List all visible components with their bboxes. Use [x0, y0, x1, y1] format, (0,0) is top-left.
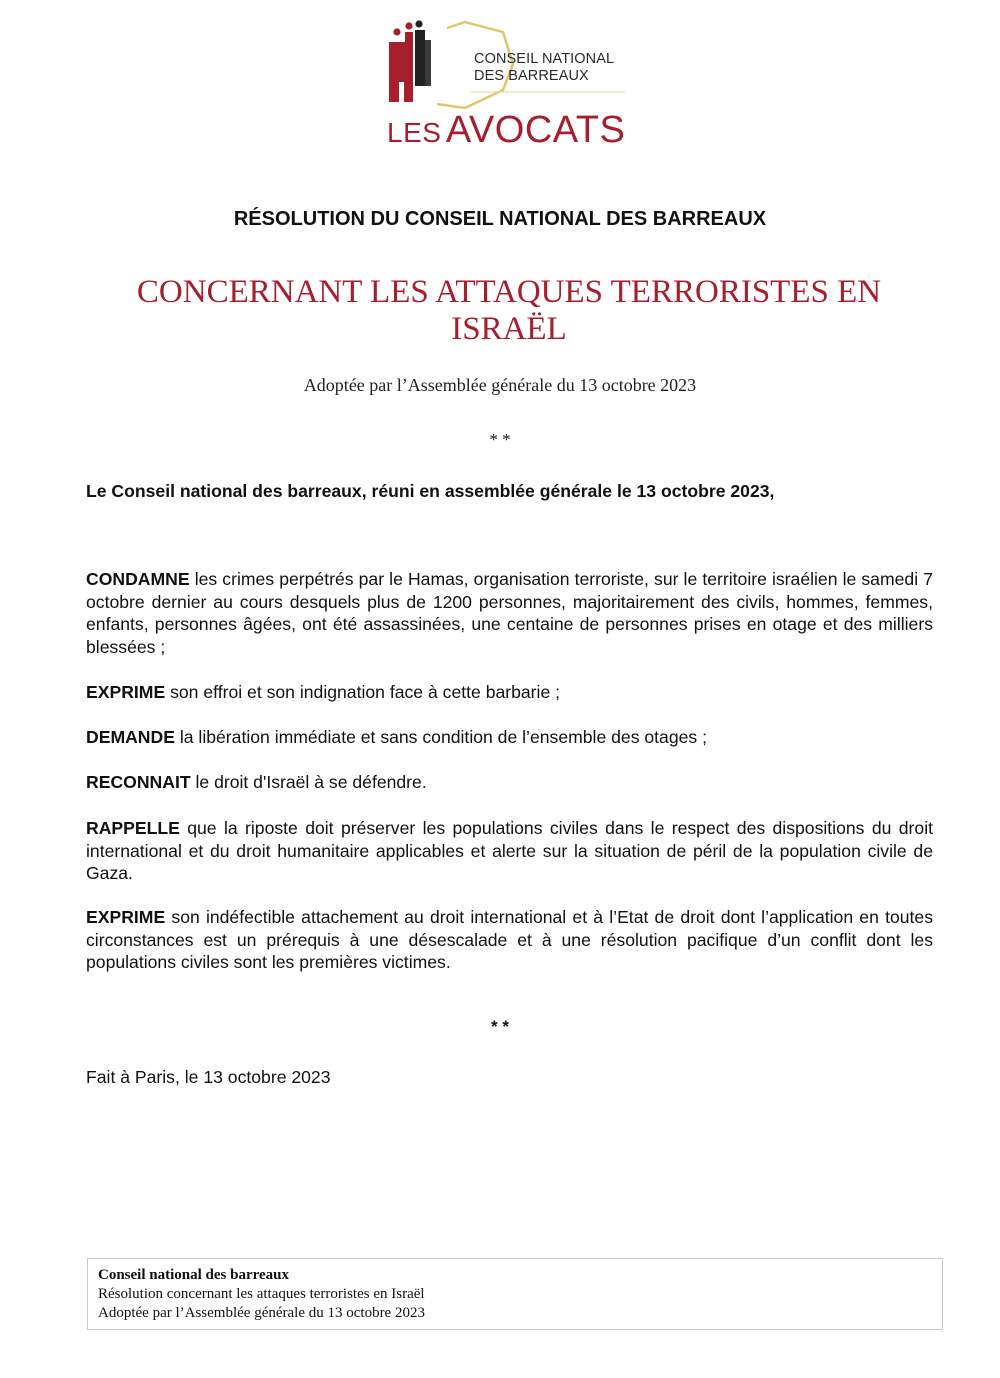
- resolution-verb: RAPPELLE: [86, 818, 180, 838]
- logo-wordmark: [387, 109, 625, 152]
- logo-org-line1: CONSEIL NATIONAL: [474, 51, 615, 67]
- resolution-text: les crimes perpétrés par le Hamas, organisation terroriste, sur le territoire israélien le samedi 7 octobre dernier au cours desquels plus de 1200 personnes, majoritairement des civils, hommes, femmes, enfants, personnes âgées, ont été assassinées, une centaine de personnes prises en otage et des milliers blessées ;: [86, 569, 933, 657]
- signature-line: Fait à Paris, le 13 octobre 2023: [86, 1067, 331, 1087]
- logo-les: LES: [387, 117, 442, 148]
- logo-avocats: AVOCATS: [445, 109, 626, 151]
- resolution-paragraph: [86, 817, 933, 885]
- page-title: RÉSOLUTION DU CONSEIL NATIONAL DES BARREAUX: [233, 208, 767, 230]
- resolution-text: le droit d'Israël à se défendre.: [190, 772, 427, 792]
- resolution-paragraph: [86, 771, 933, 794]
- resolution-subtitle: CONCERNANT LES ATTAQUES TERRORISTES EN ISRAËL: [136, 274, 882, 347]
- separator-top: * *: [489, 430, 511, 449]
- resolution-verb: EXPRIME: [86, 682, 166, 702]
- resolution-text: son effroi et son indignation face à cette barbarie ;: [165, 682, 561, 702]
- cnb-logo: [385, 20, 635, 150]
- intro-paragraph: Le Conseil national des barreaux, réuni en assemblée générale le 13 octobre 2023,: [86, 481, 775, 501]
- page-footer: [87, 1258, 943, 1330]
- separator-bottom: * *: [491, 1017, 509, 1036]
- resolution-paragraph: [86, 726, 933, 749]
- resolution-verb: DEMANDE: [86, 727, 175, 747]
- resolution-verb: CONDAMNE: [86, 569, 190, 589]
- resolution-text: que la riposte doit préserver les populations civiles dans le respect des dispositions du droit international et du droit humanitaire applicables et alerte sur la situation de péril de la population civile de Gaza.: [86, 818, 933, 883]
- footer-title: Résolution concernant les attaques terroristes en Israël: [98, 1286, 425, 1302]
- adoption-date: Adoptée par l’Assemblée générale du 13 octobre 2023: [303, 375, 697, 395]
- resolution-text: son indéfectible attachement au droit international et à l’Etat de droit dont l’application en toutes circonstances est un prérequis à une désescalade et à une résolution pacifique d’un conflit dont les populations civiles sont les premières victimes.: [86, 907, 933, 972]
- resolution-paragraph: [86, 681, 933, 704]
- resolution-paragraph: [86, 906, 933, 974]
- resolution-text: la libération immédiate et sans condition de l’ensemble des otages ;: [174, 727, 707, 747]
- resolution-paragraph: [86, 568, 933, 658]
- footer-date: Adoptée par l’Assemblée générale du 13 octobre 2023: [98, 1305, 425, 1321]
- logo-org-line2: DES BARREAUX: [474, 68, 589, 84]
- footer-org: Conseil national des barreaux: [98, 1267, 289, 1283]
- resolution-verb: RECONNAIT: [86, 772, 191, 792]
- resolution-verb: EXPRIME: [86, 907, 166, 927]
